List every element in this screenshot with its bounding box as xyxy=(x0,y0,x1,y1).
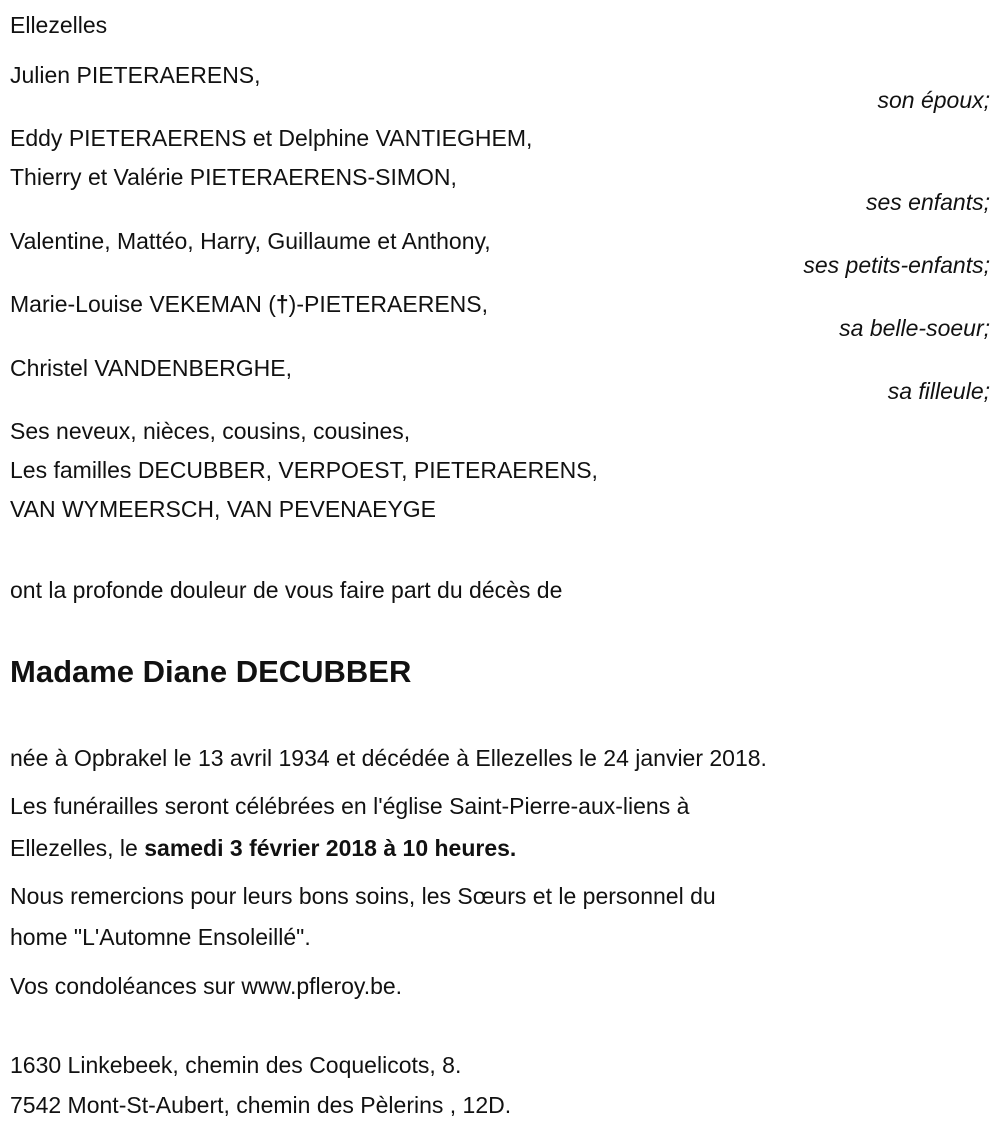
announcement: ont la profonde douleur de vous faire part du décès de xyxy=(10,577,563,603)
other-relatives: Les familles DECUBBER, VERPOEST, PIETERAERENS, xyxy=(10,457,598,483)
condolences: Vos condoléances sur www.pfleroy.be. xyxy=(10,973,403,999)
deceased-name: Madame Diane DECUBBER xyxy=(10,654,412,689)
other-relatives: Ses neveux, nièces, cousins, cousines, xyxy=(10,418,411,444)
relation-label: ses enfants; xyxy=(865,189,990,215)
family-member: Thierry et Valérie PIETERAERENS-SIMON, xyxy=(10,164,457,190)
funeral-prefix: Ellezelles, le xyxy=(10,835,145,861)
family-member: Valentine, Mattéo, Harry, Guillaume et Anthony, xyxy=(10,228,491,254)
relation-label: son époux; xyxy=(877,87,990,113)
family-member: Julien PIETERAERENS, xyxy=(10,62,261,88)
other-relatives: VAN WYMEERSCH, VAN PEVENAEYGE xyxy=(10,496,437,522)
family-member: Eddy PIETERAERENS et Delphine VANTIEGHEM, xyxy=(10,125,533,151)
funeral-info: Les funérailles seront célébrées en l'église Saint-Pierre-aux-liens à xyxy=(10,793,690,819)
cross-icon: † xyxy=(275,291,289,317)
name-part: Marie-Louise VEKEMAN ( xyxy=(10,291,276,317)
funeral-date: samedi 3 février 2018 à 10 heures. xyxy=(144,835,517,861)
relation-label: sa filleule; xyxy=(887,378,990,404)
address: 1630 Linkebeek, chemin des Coquelicots, 8. xyxy=(10,1052,462,1078)
family-member: Christel VANDENBERGHE, xyxy=(10,355,293,381)
thanks: Nous remercions pour leurs bons soins, les Sœurs et le personnel du xyxy=(10,883,716,909)
address: 7542 Mont-St-Aubert, chemin des Pèlerins , 12D. xyxy=(10,1092,512,1118)
thanks: home "L'Automne Ensoleillé". xyxy=(10,924,311,950)
relation-label: ses petits-enfants; xyxy=(803,252,990,278)
family-member xyxy=(10,289,488,319)
birth-death: née à Opbrakel le 13 avril 1934 et décédée à Ellezelles le 24 janvier 2018. xyxy=(10,745,767,771)
funeral-info xyxy=(10,833,516,863)
name-part: )-PIETERAERENS, xyxy=(288,291,489,317)
place: Ellezelles xyxy=(10,12,108,38)
relation-label: sa belle-soeur; xyxy=(839,315,990,341)
